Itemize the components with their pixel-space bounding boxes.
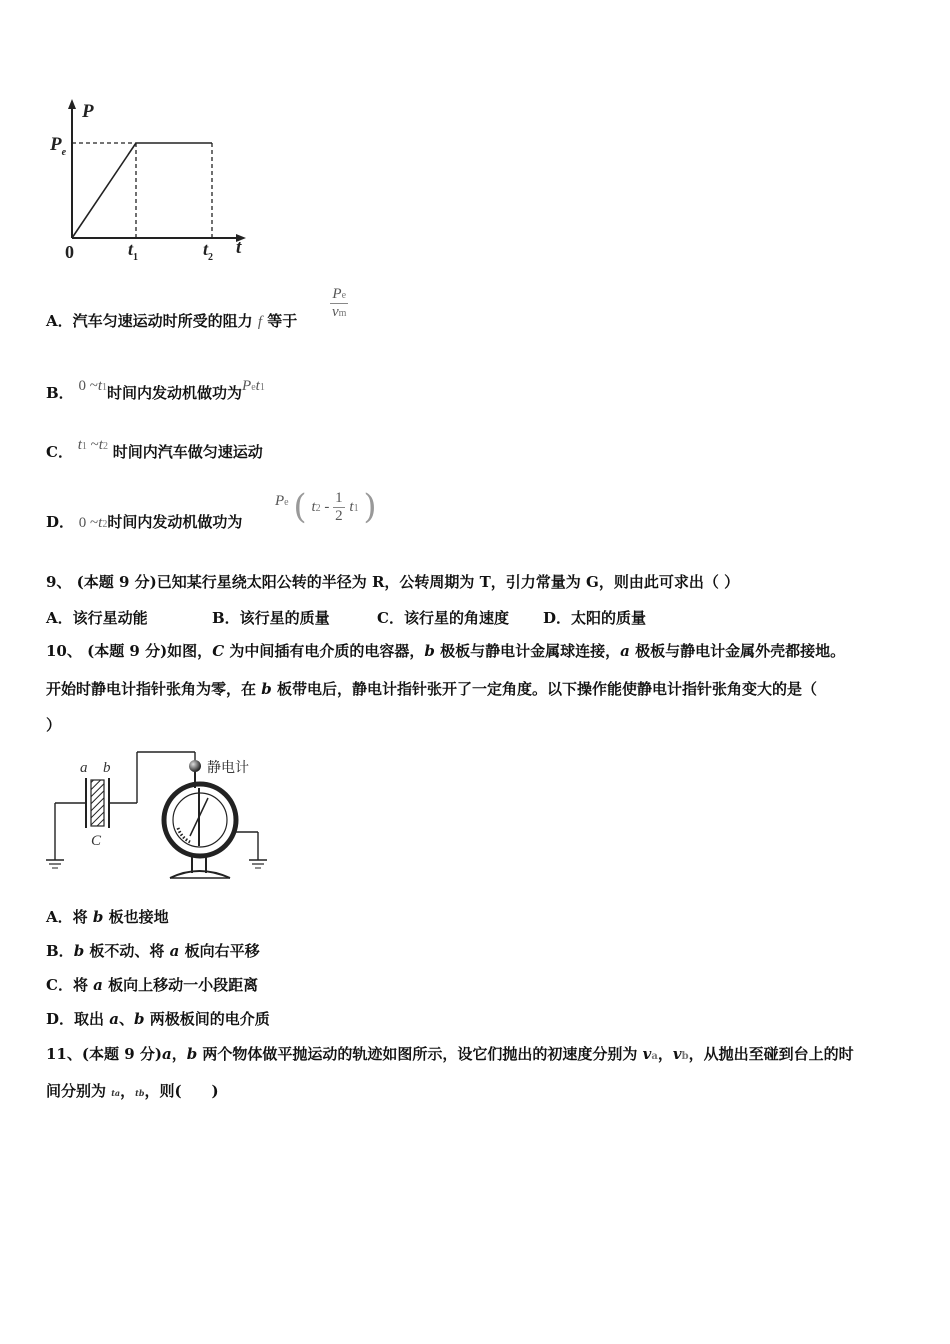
math-range: t1 ~t2 (77, 437, 108, 453)
q9-stem: 9、 (本题 9 分)已知某行星绕太阳公转的半径为 R，公转周期为 T，引力常量为 G，则由此可求出（ ） (46, 573, 740, 591)
option-text: 时间内发动机做功为 (107, 513, 243, 531)
ground-left-icon (46, 860, 64, 868)
q9-option-a: A．该行星动能 (46, 609, 148, 627)
math-range: 0 ~t1 (78, 378, 108, 394)
x-axis-label: t (236, 237, 242, 258)
power-time-graph (40, 95, 260, 270)
label-a: a (80, 760, 88, 776)
label-c: C (91, 833, 102, 849)
q11-stem-line1: 11、(本题 9 分)a，b 两个物体做平抛运动的轨迹如图所示，设它们抛出的初速度分别为 va，vb，从抛出至碰到台上的时 (46, 1045, 854, 1063)
capacitor-electroscope-figure (40, 748, 270, 883)
dielectric (91, 780, 104, 826)
electroscope-ball (189, 760, 201, 772)
option-text: 等于 (267, 312, 298, 330)
ground-right-icon (249, 860, 267, 868)
q10-stem-line2: 开始时静电计指针张角为零，在 b 板带电后，静电计指针张开了一定角度。以下操作能使静电计指针张角变大的是（ (46, 680, 817, 698)
t1-label: $t_1$ (128, 239, 139, 263)
q8-option-a (46, 311, 297, 332)
q10-option-b: B．b 板不动、将 a 板向右平移 (46, 942, 260, 960)
math-f: f (257, 314, 263, 330)
q8-option-b (46, 378, 265, 406)
option-label: B． (46, 384, 74, 402)
math-work: Pet1 (242, 378, 265, 394)
q10-option-d: D．取出 a、b 两极板间的电介质 (46, 1010, 270, 1028)
pe-label: $P_e$ (50, 134, 67, 158)
y-axis-arrow (68, 99, 76, 109)
option-text: 时间内汽车做匀速运动 (112, 443, 263, 461)
label-b: b (103, 760, 111, 776)
t2-label: $t_2$ (203, 239, 214, 263)
electroscope-label: 静电计 (207, 760, 249, 776)
option-label: D． (46, 513, 75, 531)
y-axis-label: P (82, 101, 94, 122)
q10-option-c: C．将 a 板向上移动一小段距离 (46, 976, 259, 994)
q9-option-d: D．太阳的质量 (543, 609, 647, 627)
q10-option-a: A．将 b 板也接地 (46, 908, 169, 926)
q8-a-fraction: $\frac{Pe}{vm}$ (332, 286, 347, 320)
q8-d-expression: Pe ( t2 - $\frac{1}{2}$ t1 ) (275, 487, 377, 527)
electroscope-stand (170, 871, 230, 878)
q11-stem-line2: 间分别为 ta，tb，则( ) (46, 1082, 219, 1100)
q9-option-c: C．该行星的角速度 (377, 609, 509, 627)
q10-stem-line3: ） (46, 716, 62, 734)
q9-option-b: B．该行星的质量 (212, 609, 330, 627)
option-text: 时间内发动机做功为 (107, 384, 243, 402)
q8-option-d (46, 512, 242, 535)
option-text: 汽车匀速运动时所受的阻力 (72, 312, 253, 330)
origin-label: 0 (65, 242, 74, 262)
rising-power-line (72, 143, 136, 238)
option-label: C． (46, 443, 73, 461)
q8-option-c (46, 437, 263, 465)
math-range: 0 ~t2 (78, 515, 108, 531)
q10-stem-line1: 10、 (本题 9 分)如图，C 为中间插有电介质的电容器，b 极板与静电计金属球连接，a 极板与静电计金属外壳都接地。 (46, 642, 846, 660)
option-label: A． (46, 312, 73, 330)
